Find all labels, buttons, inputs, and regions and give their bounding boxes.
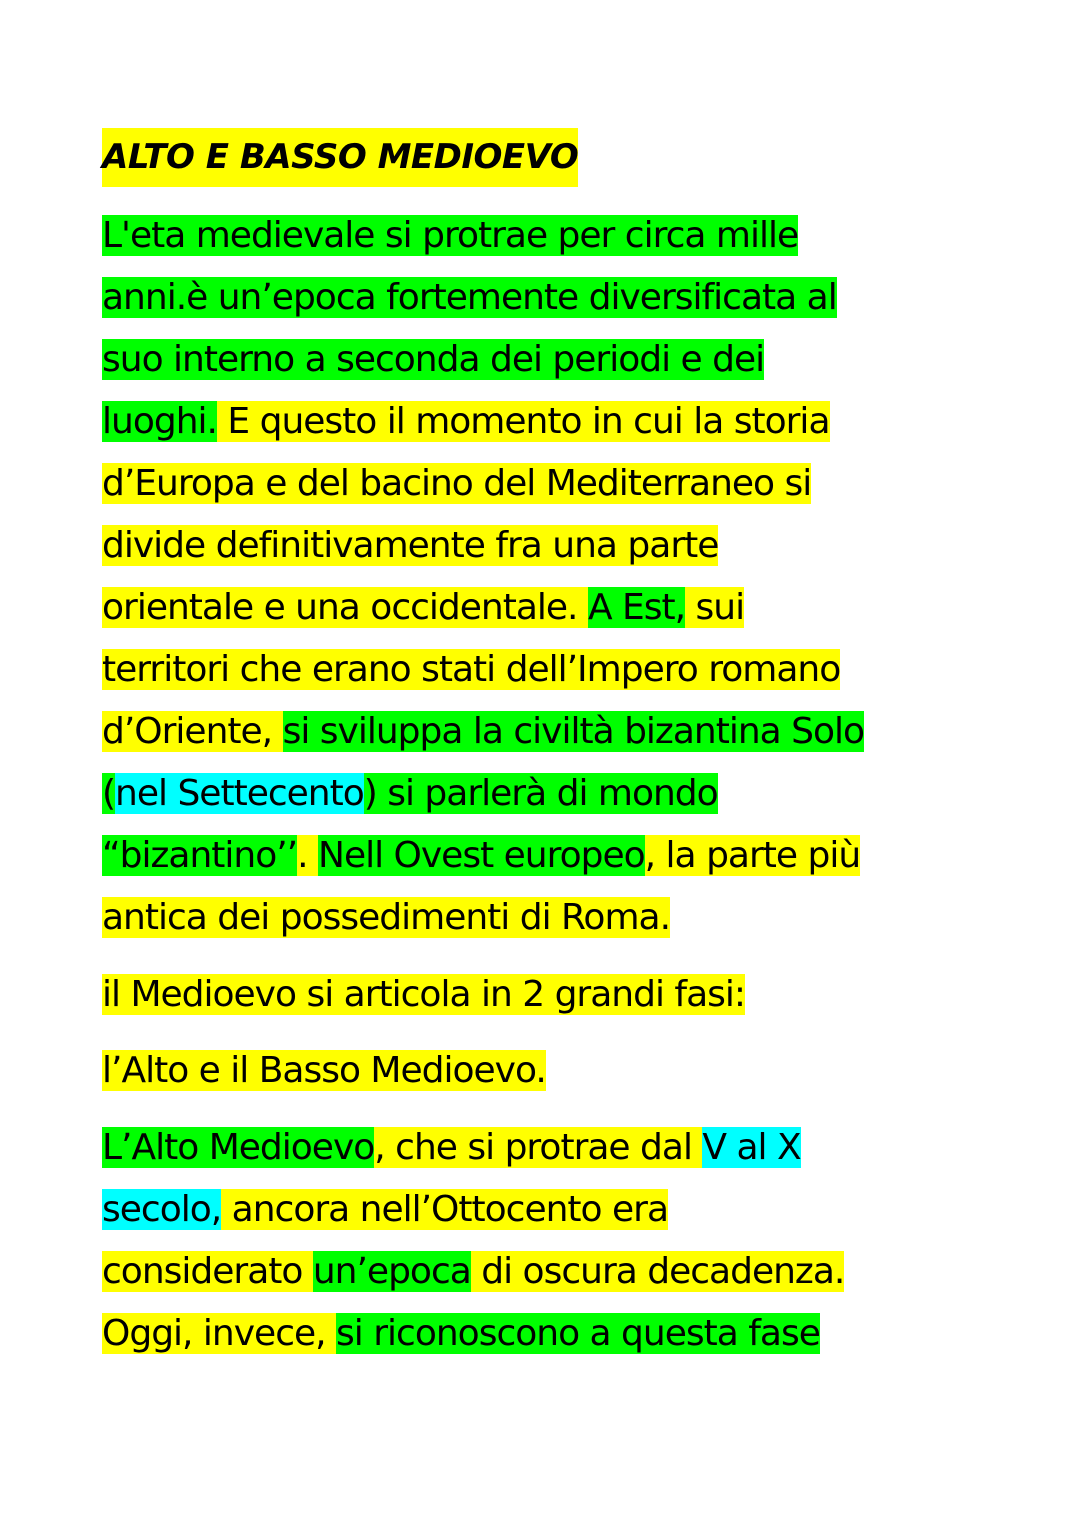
highlighted-text-segment: un’epoca: [312, 1251, 471, 1292]
highlighted-text-segment: il Medioevo si articola in 2 grandi fasi:: [102, 974, 746, 1015]
highlighted-text-segment: orientale e una occidentale.: [102, 587, 588, 628]
text-line: [102, 1179, 668, 1240]
text-line: [102, 515, 718, 576]
highlighted-text-segment: luoghi.: [102, 401, 217, 442]
highlighted-text-segment: si riconoscono a questa fase: [336, 1313, 820, 1354]
text-line: [102, 1040, 546, 1101]
highlighted-text-segment: di oscura decadenza.: [470, 1251, 845, 1292]
highlighted-text-segment: anni.è un’epoca fortemente diversificata al: [102, 277, 837, 318]
text-line: [102, 577, 744, 638]
highlighted-text-segment: , che si protrae dal: [374, 1127, 703, 1168]
highlighted-text-segment: ancora nell’Ottocento era: [221, 1189, 669, 1230]
text-line: [102, 825, 860, 886]
highlighted-text-segment: ) si parlerà di mondo: [363, 773, 718, 814]
highlighted-text-segment: si sviluppa la civiltà bizantina Solo: [282, 711, 865, 752]
highlighted-text-segment: L’Alto Medioevo: [102, 1127, 375, 1168]
highlighted-text-segment: secolo,: [102, 1189, 222, 1230]
text-line: [102, 391, 830, 452]
text-line: [102, 1241, 844, 1302]
text-line: [102, 267, 837, 328]
highlighted-text-segment: , la parte più: [644, 835, 861, 876]
highlighted-text-segment: suo interno a seconda dei periodi e dei: [102, 339, 765, 380]
highlighted-text-segment: divide definitivamente fra una parte: [102, 525, 719, 566]
highlighted-text-segment: sui: [685, 587, 745, 628]
highlighted-text-segment: A Est,: [587, 587, 686, 628]
text-line: [102, 701, 864, 762]
highlighted-text-segment: E questo il momento in cui la storia: [216, 401, 830, 442]
highlighted-text-segment: “bizantino’’: [102, 835, 298, 876]
text-line: [102, 453, 811, 514]
highlighted-text-segment: (: [102, 773, 116, 814]
highlighted-text-segment: d’Europa e del bacino del Mediterraneo si: [102, 463, 812, 504]
text-line: [102, 639, 840, 700]
highlighted-text-segment: Nell Ovest europeo: [318, 835, 645, 876]
highlighted-text-segment: d’Oriente,: [102, 711, 283, 752]
highlighted-text-segment: .: [297, 835, 319, 876]
text-line: [102, 887, 670, 948]
document-title: ALTO E BASSO MEDIOEVO: [102, 128, 578, 187]
highlighted-text-segment: L'eta medievale si protrae per circa mille: [102, 215, 799, 256]
text-line: [102, 1117, 801, 1178]
highlighted-text-segment: antica dei possedimenti di Roma.: [102, 897, 671, 938]
text-line: [102, 964, 745, 1025]
highlighted-text-segment: considerato: [102, 1251, 313, 1292]
highlighted-text-segment: l’Alto e il Basso Medioevo.: [102, 1050, 546, 1091]
text-line: [102, 763, 718, 824]
highlighted-text-segment: nel Settecento: [115, 773, 364, 814]
highlighted-text-segment: Oggi, invece,: [102, 1313, 337, 1354]
text-line: [102, 1303, 820, 1364]
highlighted-text-segment: V al X: [702, 1127, 801, 1168]
text-line: [102, 205, 798, 266]
highlighted-text-segment: territori che erano stati dell’Impero romano: [102, 649, 841, 690]
text-line: [102, 329, 764, 390]
